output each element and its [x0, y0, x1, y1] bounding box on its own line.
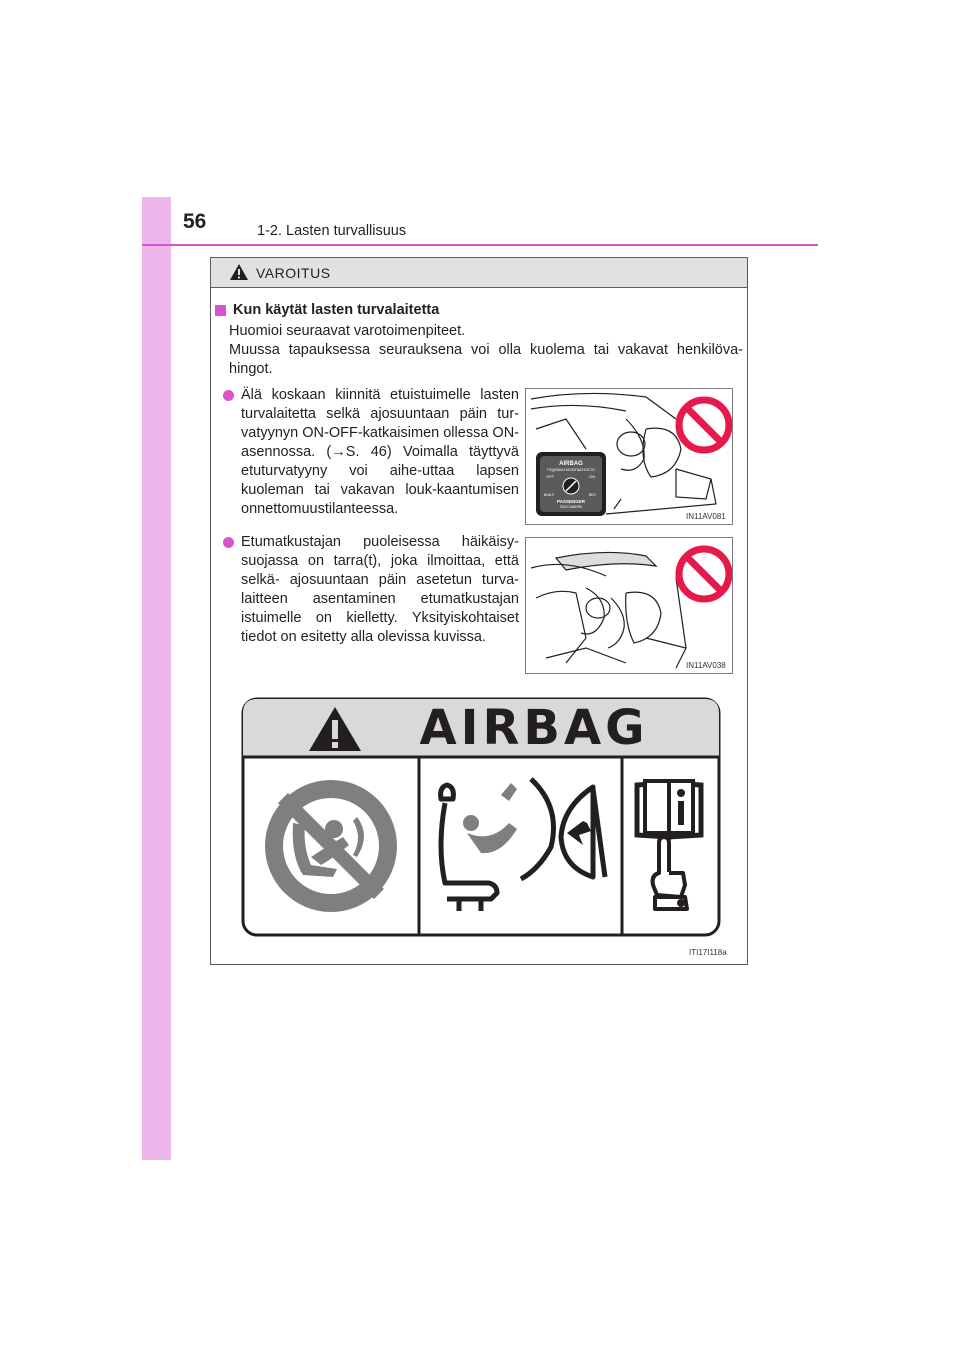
label-code: ITI17I118a — [689, 948, 727, 957]
read-manual-icon — [637, 779, 701, 837]
page-number: 56 — [183, 210, 207, 233]
switch-title: AIRBAG — [559, 461, 583, 467]
round-bullet-icon — [223, 390, 234, 401]
warning-subheading — [215, 302, 439, 318]
prohibition-sign-icon — [679, 400, 729, 450]
warning-title: VAROITUS — [256, 265, 331, 281]
switch-off: OFF — [546, 474, 554, 479]
car-interior-illustration — [526, 389, 732, 524]
warning-box — [210, 257, 748, 965]
round-bullet-icon — [223, 537, 234, 548]
list-item — [223, 386, 519, 519]
airbag-warning-label — [241, 697, 721, 937]
warning-header — [211, 258, 747, 288]
switch-subtitle: ПОДУШКИ БЕЗОПАСНОСТИ — [547, 468, 595, 472]
list-item — [223, 533, 519, 647]
intro-text: Huomioi seuraavat varotoimenpiteet. — [229, 323, 466, 339]
switch-off-ru: ВЫКЛ — [544, 493, 554, 497]
illustration-code: IN11AV081 — [686, 512, 726, 521]
illustration-code: IN11AV038 — [686, 661, 726, 670]
list-item-text: Etumatkustajan puoleisessa häikäisy-suojassa on tarra(t), joka ilmoittaa, että selkä- ajosuuntaan päin asetetun turva-laitteen asentaminen etumatkustajan istuimelle on kielletty. Yksityiskohtaiset tiedot on esitetty alla olevissa kuvissa. — [241, 534, 519, 645]
car-visor-illustration — [526, 538, 732, 673]
switch-passenger-ru: ПАССАЖИРА — [559, 505, 583, 509]
section-title: 1-2. Lasten turvallisuus — [257, 223, 407, 239]
consequence-text: Muussa tapauksessa seurauksena voi olla kuolema tai vakavat henkilöva-hingot. — [229, 342, 743, 377]
switch-on-ru: ВКЛ — [589, 493, 596, 497]
illustration-rear-facing-seat — [525, 388, 733, 525]
switch-on: ON — [589, 474, 595, 479]
prohibition-sign-icon — [679, 549, 729, 599]
side-band — [142, 197, 171, 1160]
airbag-label-title: AIRBAG — [419, 700, 649, 756]
warning-triangle-icon — [229, 263, 249, 281]
illustration-sun-visor — [525, 537, 733, 674]
subheading-text: Kun käytät lasten turvalaitetta — [233, 302, 440, 318]
square-bullet-icon — [215, 305, 226, 316]
list-item-text: Älä koskaan kiinnitä etuistuimelle lasten turvalaitetta selkä ajosuuntaan päin tur-vatyynyn ON-OFF-katkaisimen ollessa ON-asennossa. (→S. 46) Voimalla täyttyvä etuturvatyyny voi aihe-uttaa lapsen kuoleman tai vakavan louk-kaantumisen onnettomuustilanteessa. — [241, 387, 519, 517]
header-rule — [142, 244, 818, 246]
switch-passenger: PASSENGER — [557, 499, 585, 504]
no-rear-facing-seat-icon — [265, 780, 397, 912]
